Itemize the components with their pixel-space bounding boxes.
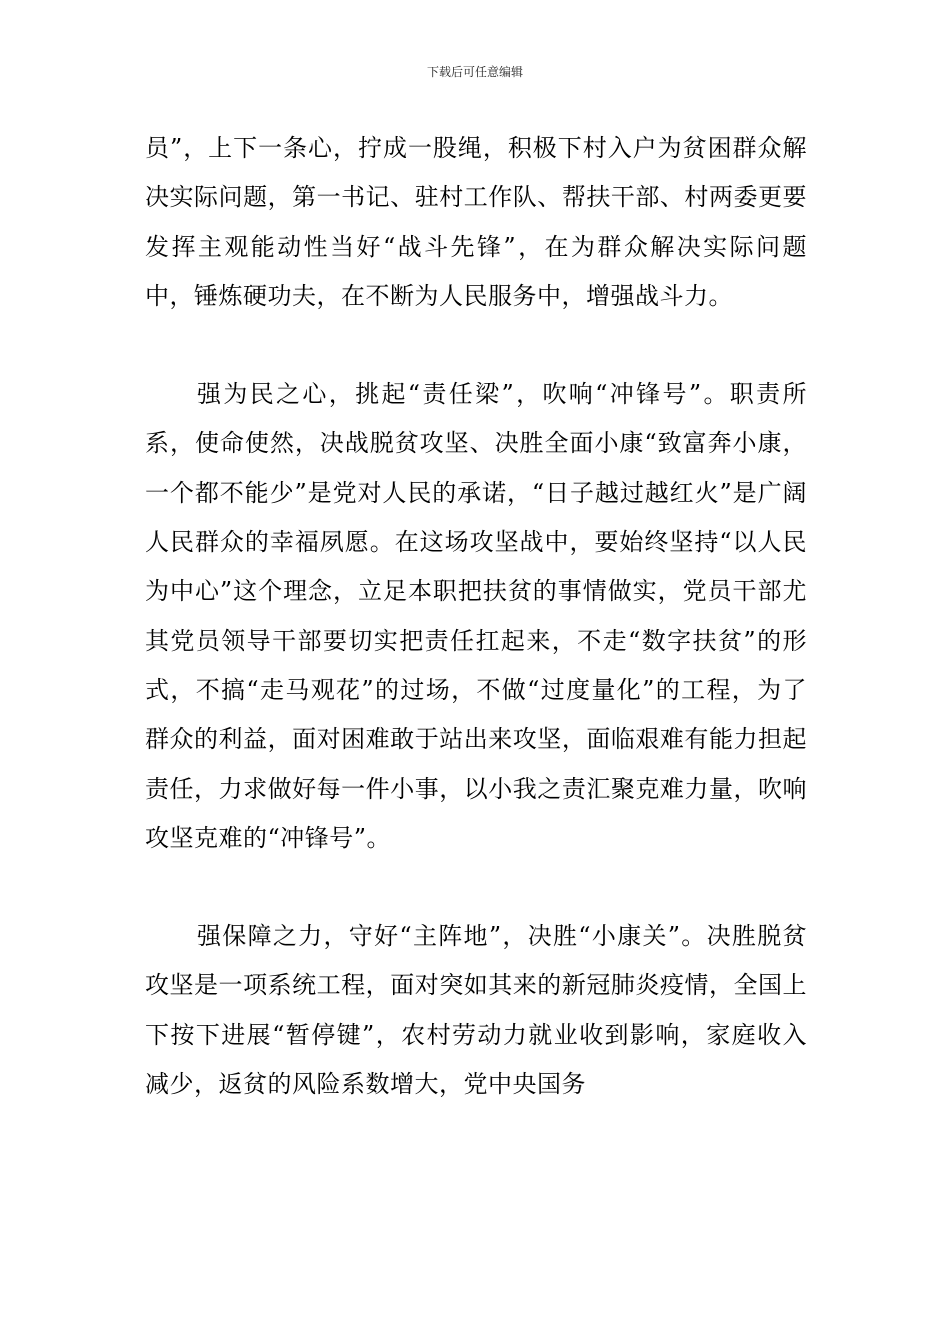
- document-body: [145, 124, 807, 1109]
- paragraph-2: 强为民之心，挑起“责任梁”，吹响“冲锋号”。职责所系，使命使然，决战脱贫攻坚、决胜全面小康“致富奔小康，一个都不能少”是党对人民的承诺，“日子越过越红火”是广阔人民群众的幸福夙愿。在这场攻坚战中，要始终坚持“以人民为中心”这个理念，立足本职把扶贫的事情做实，党员干部尤其党员领导干部要切实把责任扛起来，不走“数字扶贫”的形式，不搞“走马观花”的过场，不做“过度量化”的工程，为了群众的利益，面对困难敢于站出来攻坚，面临艰难有能力担起责任，力求做好每一件小事，以小我之责汇聚克难力量，吹响攻坚克难的“冲锋号”。: [145, 380, 807, 852]
- paragraph-1: 员”，上下一条心，拧成一股绳，积极下村入户为贫困群众解决实际问题，第一书记、驻村工作队、帮扶干部、村两委更要发挥主观能动性当好“战斗先锋”，在为群众解决实际问题中，锤炼硬功夫，在不断为人民服务中，增强战斗力。: [145, 134, 807, 310]
- paragraph-gap: [145, 321, 807, 370]
- page-header: 下载后可任意编辑: [426, 65, 523, 79]
- paragraph-gap: [145, 863, 807, 912]
- paragraph-3: 强保障之力，守好“主阵地”，决胜“小康关”。决胜脱贫攻坚是一项系统工程，面对突如其来的新冠肺炎疫情，全国上下按下进展“暂停键”，农村劳动力就业收到影响，家庭收入减少，返贫的风险系数增大，党中央国务: [145, 922, 807, 1099]
